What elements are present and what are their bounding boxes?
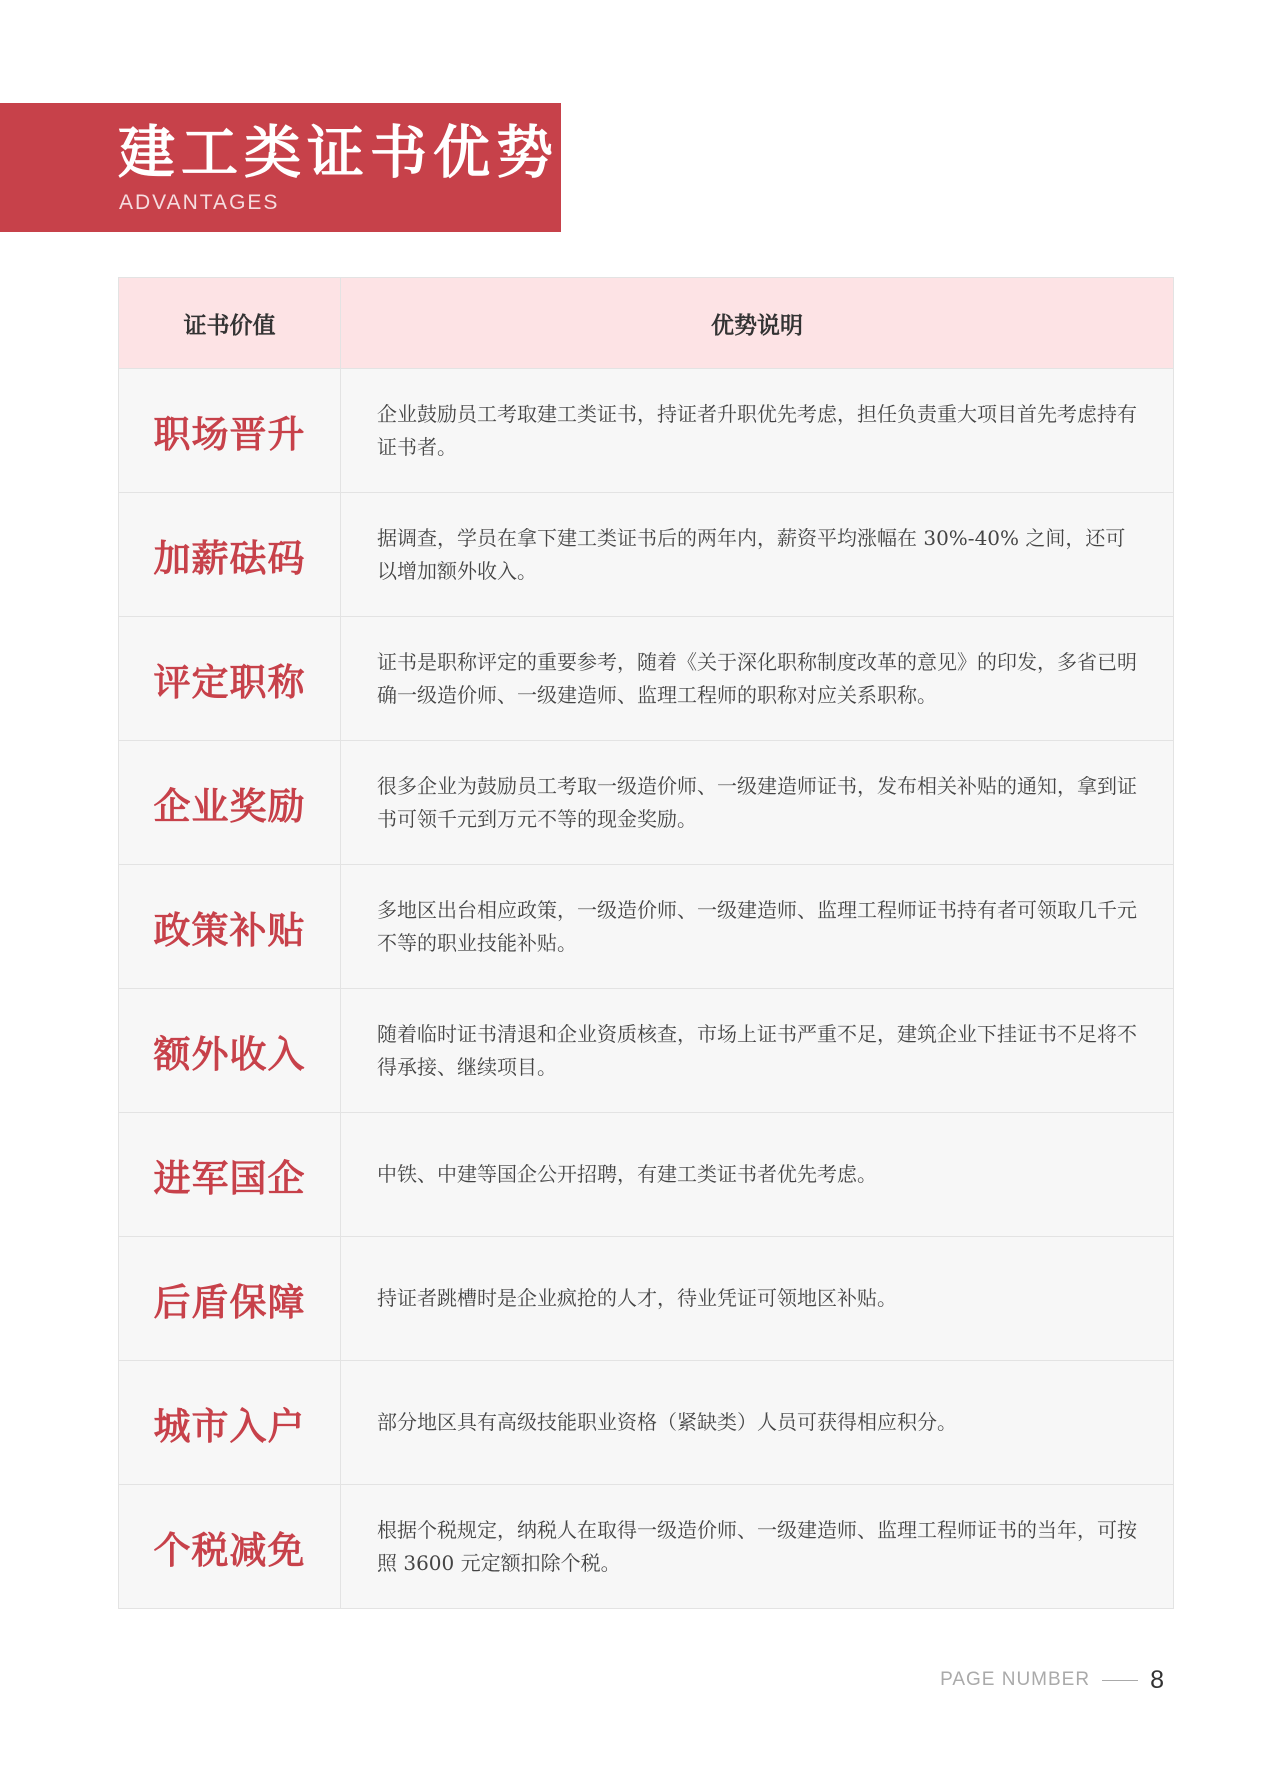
advantages-table [118,277,1174,1609]
row-value: 职场晋升 [119,369,341,493]
column-header-description: 优势说明 [341,278,1174,369]
row-value: 后盾保障 [119,1237,341,1361]
table-row [119,1485,1174,1609]
row-description: 随着临时证书清退和企业资质核查，市场上证书严重不足，建筑企业下挂证书不足将不得承接、继续项目。 [341,989,1174,1113]
table-row [119,741,1174,865]
row-description: 中铁、中建等国企公开招聘，有建工类证书者优先考虑。 [341,1113,1174,1237]
page-subtitle: ADVANTAGES [119,191,280,214]
page-number-label: PAGE NUMBER [940,1669,1091,1690]
table-row [119,1237,1174,1361]
title-banner [0,103,561,232]
footer-divider [1102,1680,1138,1681]
row-value: 政策补贴 [119,865,341,989]
column-header-value: 证书价值 [119,278,341,369]
row-value: 个税减免 [119,1485,341,1609]
row-value: 城市入户 [119,1361,341,1485]
row-description: 部分地区具有高级技能职业资格（紧缺类）人员可获得相应积分。 [341,1361,1174,1485]
page-number: 8 [1150,1665,1164,1694]
row-description: 根据个税规定，纳税人在取得一级造价师、一级建造师、监理工程师证书的当年，可按照 3600 元定额扣除个税。 [341,1485,1174,1609]
row-description: 企业鼓励员工考取建工类证书，持证者升职优先考虑，担任负责重大项目首先考虑持有证书者。 [341,369,1174,493]
table-header-row [119,278,1174,369]
row-description: 持证者跳槽时是企业疯抢的人才，待业凭证可领地区补贴。 [341,1237,1174,1361]
row-value: 企业奖励 [119,741,341,865]
row-description: 很多企业为鼓励员工考取一级造价师、一级建造师证书，发布相关补贴的通知，拿到证书可领千元到万元不等的现金奖励。 [341,741,1174,865]
row-value: 加薪砝码 [119,493,341,617]
row-description: 据调查，学员在拿下建工类证书后的两年内，薪资平均涨幅在 30%-40% 之间，还可以增加额外收入。 [341,493,1174,617]
page-title: 建工类证书优势 [118,120,559,186]
row-description: 证书是职称评定的重要参考，随着《关于深化职称制度改革的意见》的印发，多省已明确一级造价师、一级建造师、监理工程师的职称对应关系职称。 [341,617,1174,741]
table-row [119,989,1174,1113]
table-row [119,369,1174,493]
page-footer [940,1664,1164,1696]
table-row [119,493,1174,617]
row-value: 进军国企 [119,1113,341,1237]
table-row [119,865,1174,989]
row-value: 评定职称 [119,617,341,741]
table-row [119,1113,1174,1237]
table-row [119,617,1174,741]
row-value: 额外收入 [119,989,341,1113]
row-description: 多地区出台相应政策，一级造价师、一级建造师、监理工程师证书持有者可领取几千元不等的职业技能补贴。 [341,865,1174,989]
table-row [119,1361,1174,1485]
